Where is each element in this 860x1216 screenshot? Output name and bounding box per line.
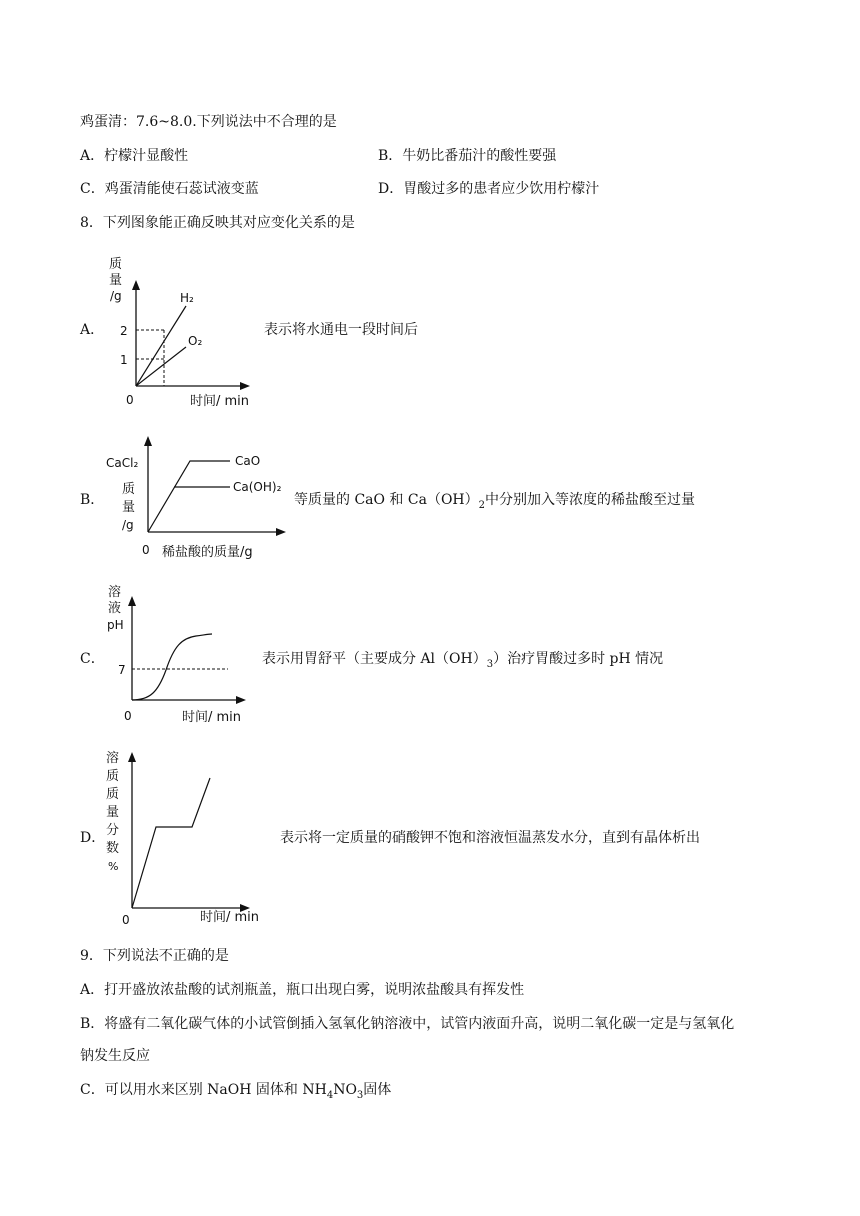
q9-option-b-line1: B．将盛有二氧化碳气体的小试管倒插入氢氧化钠溶液中，试管内液面升高，说明二氧化碳一定是与氢氧化 xyxy=(80,1016,735,1032)
q9-stem: 9．下列说法不正确的是 xyxy=(80,948,229,964)
c-tick-7: 7 xyxy=(118,663,126,677)
b-ylabel-2: 量 xyxy=(122,500,136,515)
q9-option-a: A．打开盛放浓盐酸的试剂瓶盖，瓶口出现白雾，说明浓盐酸具有挥发性 xyxy=(80,982,525,998)
c-curve xyxy=(132,634,212,700)
a-ylabel-3: /g xyxy=(110,289,122,303)
a-tick-2: 2 xyxy=(120,324,128,338)
q8-b-graph xyxy=(100,430,290,566)
d-origin: 0 xyxy=(122,913,130,927)
c-ylabel-1: 溶 xyxy=(108,585,122,600)
q9-option-b-line2: 钠发生反应 xyxy=(80,1048,150,1064)
c-ylabel-3: pH xyxy=(107,618,124,632)
q9-option-c: C．可以用水来区别 NaOH 固体和 $NH_4NO_3$固体 xyxy=(80,1082,392,1101)
c-x-arrow xyxy=(236,696,246,704)
b-y-arrow xyxy=(144,436,152,446)
b-x-arrow xyxy=(276,528,286,536)
q8-a-graph xyxy=(100,248,260,412)
a-ylabel-1: 质 xyxy=(109,257,123,272)
q7-option-d: D．胃酸过多的患者应少饮用柠檬汁 xyxy=(378,181,600,197)
c-y-arrow xyxy=(128,596,136,606)
q8-c-label: C． xyxy=(80,651,105,667)
q7-stem-tail: 鸡蛋清：7.6~8.0.下列说法中不合理的是 xyxy=(80,114,337,130)
q8-c-graph xyxy=(100,580,260,726)
a-y-arrow xyxy=(132,280,140,290)
d-ylabel-4: 量 xyxy=(106,805,120,820)
q8-c-desc: 表示用胃舒平（主要成分 $Al(OH)_3$）治疗胃酸过多时 pH 情况 xyxy=(262,651,664,670)
q8-d-desc: 表示将一定质量的硝酸钾不饱和溶液恒温蒸发水分，直到有晶体析出 xyxy=(280,830,700,846)
b-ylabel-1: 质 xyxy=(122,482,136,497)
q8-stem: 8．下列图象能正确反映其对应变化关系的是 xyxy=(80,215,355,231)
a-line2-label: O₂ xyxy=(188,334,203,348)
q8-b-label: B． xyxy=(80,492,105,508)
q7-option-c: C．鸡蛋清能使石蕊试液变蓝 xyxy=(80,181,259,197)
d-ylabel-2: 质 xyxy=(106,769,120,784)
d-xlabel: 时间/ min xyxy=(200,910,260,925)
q7-option-b: B．牛奶比番茄汁的酸性要强 xyxy=(378,148,557,164)
q8-d-label: D． xyxy=(80,830,106,846)
a-xlabel: 时间/ min xyxy=(190,394,250,409)
c-ylabel-2: 液 xyxy=(108,601,122,616)
b-ylabel-0: CaCl₂ xyxy=(106,456,139,470)
d-ylabel-7: % xyxy=(108,860,119,873)
a-line-h2 xyxy=(136,306,186,386)
c-xlabel: 时间/ min xyxy=(182,710,242,725)
b-line1-label: CaO xyxy=(235,454,261,468)
b-ylabel-3: /g xyxy=(122,518,134,532)
d-line xyxy=(132,778,210,908)
d-ylabel-3: 质 xyxy=(106,787,120,802)
d-y-arrow xyxy=(128,752,136,762)
d-ylabel-5: 分 xyxy=(106,823,120,838)
c-origin: 0 xyxy=(124,709,132,723)
a-origin: 0 xyxy=(126,393,134,407)
q8-a-desc: 表示将水通电一段时间后 xyxy=(264,322,418,338)
b-line2-label: Ca(OH)₂ xyxy=(233,480,282,494)
a-x-arrow xyxy=(240,382,250,390)
a-ylabel-2: 量 xyxy=(109,273,123,288)
b-xlabel: 稀盐酸的质量/g xyxy=(162,545,253,560)
q8-b-desc: 等质量的 CaO 和 $Ca(OH)_2$中分别加入等浓度的稀盐酸至过量 xyxy=(294,492,696,511)
q7-option-a: A．柠檬汁显酸性 xyxy=(80,148,189,164)
a-line1-label: H₂ xyxy=(180,291,194,305)
d-ylabel-1: 溶 xyxy=(106,751,120,766)
b-line-cao xyxy=(148,461,230,532)
q8-a-label: A． xyxy=(80,322,105,338)
a-tick-1: 1 xyxy=(120,353,128,367)
d-ylabel-6: 数 xyxy=(106,841,120,856)
a-line-o2 xyxy=(136,347,186,386)
q8-d-graph xyxy=(100,742,270,932)
b-origin: 0 xyxy=(142,543,150,557)
